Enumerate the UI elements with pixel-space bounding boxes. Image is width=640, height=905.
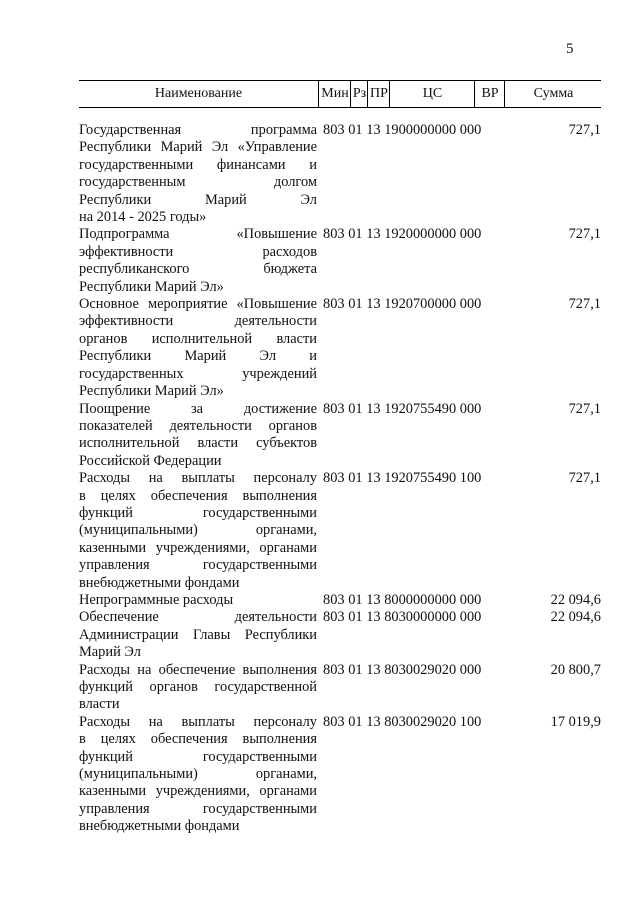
row-pr: 13 <box>366 400 381 417</box>
row-name <box>79 592 317 609</box>
row-cs: 1920755490 <box>384 470 457 487</box>
row-codes <box>323 592 481 609</box>
row-pr: 13 <box>366 122 381 138</box>
table-row <box>79 592 601 609</box>
row-name-line: государственными финансами и <box>79 156 317 173</box>
row-name-line: Расходы на выплаты персоналу <box>79 470 317 487</box>
table-body <box>79 122 601 836</box>
row-name-line: государственных учреждений <box>79 365 317 382</box>
row-name-line: внебюджетными фондами <box>79 818 240 835</box>
table-header <box>79 80 601 108</box>
row-vr: 000 <box>459 591 482 608</box>
row-codes <box>323 470 481 487</box>
row-sum: 727,1 <box>568 470 601 487</box>
row-name-line: Непрограммные расходы <box>79 591 234 608</box>
row-name <box>79 714 317 836</box>
row-pr: 13 <box>366 591 381 608</box>
row-codes <box>323 122 481 139</box>
row-min: 803 <box>323 713 345 730</box>
row-vr: 000 <box>459 661 482 678</box>
row-name-line: Республики Марий Эл <box>79 191 317 208</box>
row-name-line: управления государственными <box>79 800 317 817</box>
row-rz: 01 <box>348 591 363 608</box>
row-rz: 01 <box>348 661 363 678</box>
row-pr: 13 <box>366 226 381 243</box>
row-name-line: (муниципальными) органами, <box>79 766 317 783</box>
row-rz: 01 <box>348 400 363 417</box>
row-min: 803 <box>323 591 345 608</box>
row-cs: 8030029020 <box>384 713 457 730</box>
row-name <box>79 226 317 296</box>
row-vr: 000 <box>459 400 482 417</box>
row-codes <box>323 226 481 243</box>
row-name-line: республиканского бюджета <box>79 261 317 278</box>
row-cs: 1920700000 <box>384 296 457 313</box>
row-sum: 727,1 <box>568 400 601 417</box>
row-pr: 13 <box>366 470 381 487</box>
row-pr: 13 <box>366 609 381 626</box>
row-name-line: (муниципальными) органами, <box>79 522 317 539</box>
header-sum: Сумма <box>504 81 602 107</box>
row-name-line: функций государственными <box>79 748 317 765</box>
row-sum: 727,1 <box>568 122 601 138</box>
row-sum: 22 094,6 <box>550 591 601 608</box>
row-name-line: Основное мероприятие «Повышение <box>79 296 317 313</box>
row-min: 803 <box>323 226 345 243</box>
table-row <box>79 296 601 400</box>
row-rz: 01 <box>348 470 363 487</box>
row-sum: 727,1 <box>568 226 601 243</box>
budget-table <box>79 80 601 836</box>
row-name-line: показателей деятельности органов <box>79 417 317 434</box>
row-name <box>79 470 317 592</box>
row-name-line: в целях обеспечения выполнения <box>79 731 317 748</box>
row-name-line: Расходы на обеспечение выполнения <box>79 661 317 678</box>
table-row <box>79 401 601 471</box>
row-name-line: Государственная программа <box>79 122 317 138</box>
row-rz: 01 <box>348 713 363 730</box>
row-min: 803 <box>323 661 345 678</box>
row-name <box>79 296 317 400</box>
row-name-line: на 2014 - 2025 годы» <box>79 209 207 226</box>
row-name-line: Обеспечение деятельности <box>79 609 317 626</box>
row-min: 803 <box>323 296 345 313</box>
row-min: 803 <box>323 470 345 487</box>
row-sum: 727,1 <box>568 296 601 313</box>
row-codes <box>323 609 481 626</box>
row-rz: 01 <box>348 122 363 138</box>
row-cs: 8030000000 <box>384 609 457 626</box>
table-row <box>79 122 601 226</box>
row-name-line: в целях обеспечения выполнения <box>79 487 317 504</box>
row-vr: 100 <box>459 470 482 487</box>
row-codes <box>323 714 481 731</box>
row-name-line: Республики Марий Эл» <box>79 383 224 400</box>
row-rz: 01 <box>348 226 363 243</box>
row-min: 803 <box>323 122 345 138</box>
row-min: 803 <box>323 609 345 626</box>
row-sum: 22 094,6 <box>550 609 601 626</box>
row-vr: 000 <box>459 296 482 313</box>
row-pr: 13 <box>366 296 381 313</box>
header-min: Мин <box>318 81 351 107</box>
row-vr: 000 <box>459 609 482 626</box>
row-vr: 100 <box>459 713 482 730</box>
row-name-line: управления государственными <box>79 557 317 574</box>
row-name <box>79 609 317 661</box>
row-rz: 01 <box>348 609 363 626</box>
row-name-line: Республики Марий Эл» <box>79 278 224 295</box>
row-vr: 000 <box>459 226 482 243</box>
row-name-line: власти <box>79 696 120 713</box>
row-name-line: эффективности деятельности <box>79 313 317 330</box>
row-vr: 000 <box>459 122 482 138</box>
table-row <box>79 609 601 661</box>
header-name: Наименование <box>154 86 243 101</box>
row-codes <box>323 296 481 313</box>
row-name-line: Марий Эл <box>79 644 141 661</box>
header-rz: Рз <box>350 81 368 107</box>
row-min: 803 <box>323 400 345 417</box>
row-name-line: внебюджетными фондами <box>79 574 240 591</box>
row-name-line: Республики Марий Эл «Управление <box>79 139 317 156</box>
row-cs: 1900000000 <box>384 122 457 138</box>
table-row <box>79 662 601 714</box>
row-name <box>79 662 317 714</box>
row-name-line: казенными учреждениями, органами <box>79 783 317 800</box>
row-name-line: Администрации Главы Республики <box>79 626 317 643</box>
row-name-line: Поощрение за достижение <box>79 400 317 417</box>
header-vr: ВР <box>474 81 505 107</box>
row-cs: 8000000000 <box>384 591 457 608</box>
row-name-line: казенными учреждениями, органами <box>79 539 317 556</box>
row-codes <box>323 401 481 418</box>
row-name-line: Подпрограмма «Повышение <box>79 226 317 243</box>
row-name <box>79 401 317 471</box>
row-name <box>79 122 317 226</box>
row-name-line: исполнительной власти субъектов <box>79 435 317 452</box>
table-row <box>79 226 601 296</box>
row-name-line: функций органов государственной <box>79 679 317 695</box>
row-cs: 1920000000 <box>384 226 457 243</box>
row-pr: 13 <box>366 661 381 678</box>
header-cs: ЦС <box>389 81 475 107</box>
row-name-line: государственным долгом <box>79 174 317 191</box>
row-name-line: Расходы на выплаты персоналу <box>79 713 317 730</box>
table-row <box>79 470 601 592</box>
row-cs: 1920755490 <box>384 400 457 417</box>
row-sum: 17 019,9 <box>550 713 601 730</box>
row-sum: 20 800,7 <box>550 661 601 678</box>
row-name-line: Республики Марий Эл и <box>79 348 317 365</box>
row-name-line: эффективности расходов <box>79 243 317 260</box>
table-row <box>79 714 601 836</box>
row-name-line: органов исполнительной власти <box>79 330 317 347</box>
row-pr: 13 <box>366 713 381 730</box>
header-pr: ПР <box>367 81 390 107</box>
page-number: 5 <box>566 41 574 57</box>
row-name-line: функций государственными <box>79 504 317 521</box>
row-codes <box>323 662 481 679</box>
row-rz: 01 <box>348 296 363 313</box>
row-name-line: Российской Федерации <box>79 452 222 469</box>
row-cs: 8030029020 <box>384 661 457 678</box>
